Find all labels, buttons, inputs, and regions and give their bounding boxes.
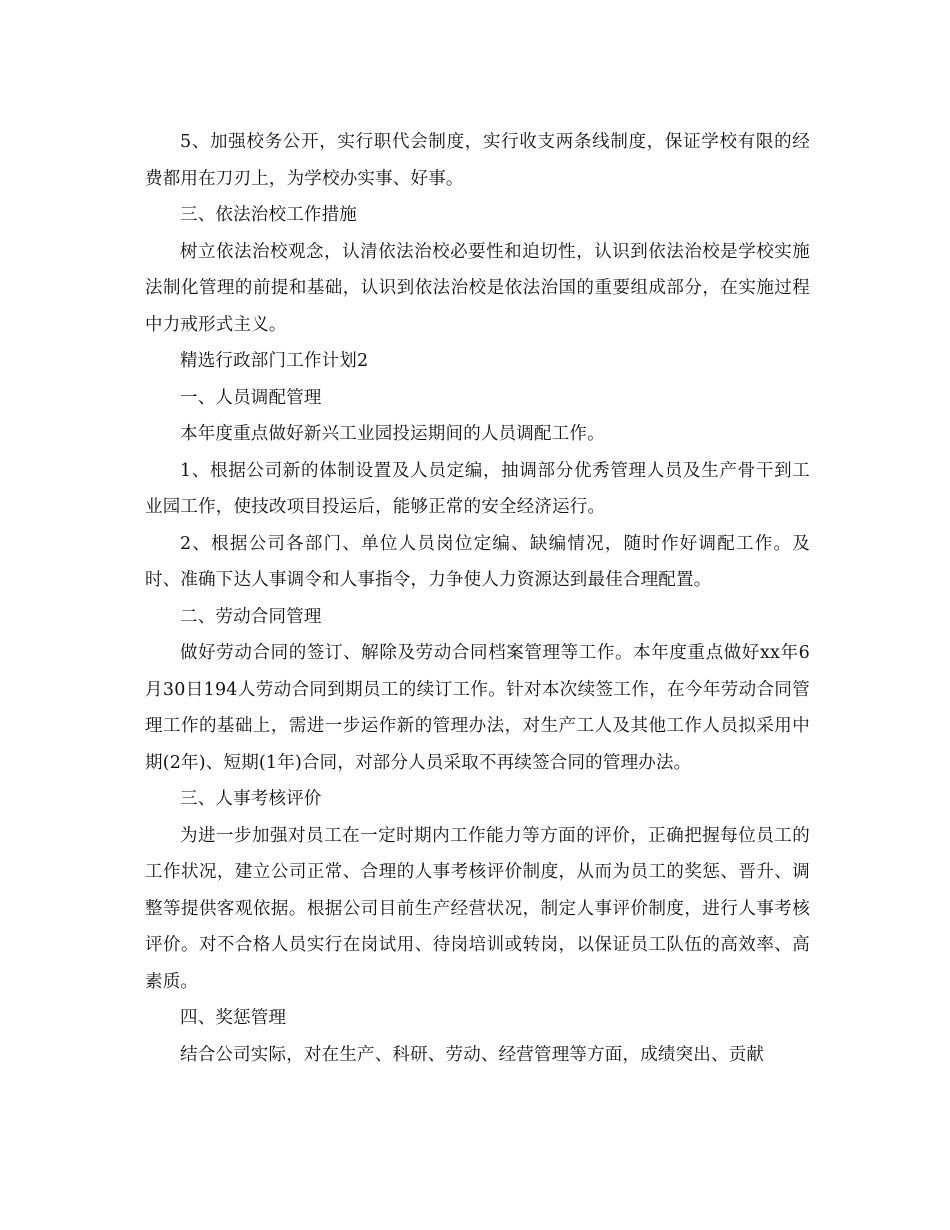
heading-labor-contract: 二、劳动合同管理 xyxy=(180,606,322,627)
paragraph-allocation-item-1: 1、根据公司新的体制设置及人员定编，抽调部分优秀管理人员及生产骨干到工业园工作，使技改项目投运后，能够正常的安全经济运行。 xyxy=(145,460,810,517)
document-body xyxy=(145,124,810,1073)
heading-rule-of-law-measures: 三、依法治校工作措施 xyxy=(180,205,357,225)
heading-staff-allocation: 一、人员调配管理 xyxy=(180,387,322,408)
paragraph-labor-contract: 做好劳动合同的签订、解除及劳动合同档案管理等工作。本年度重点做好xx年6月30日194人劳动合同到期员工的续订工作。针对本次续签工作，在今年劳动合同管理工作的基础上，需进一步运作新的管理办法，对生产工人及其他工作人员拟采用中期(2年)、短期(1年)合同，对部分人员采取不再续签合同的管理办法。 xyxy=(145,643,810,773)
section-title-plan-2: 精选行政部门工作计划2 xyxy=(180,351,369,371)
paragraph-allocation-item-2: 2、根据公司各部门、单位人员岗位定编、缺编情况，随时作好调配工作。及时、准确下达人事调令和人事指令，力争使人力资源达到最佳合理配置。 xyxy=(145,533,810,590)
paragraph-school-affairs: 5、加强校务公开，实行职代会制度，实行收支两条线制度，保证学校有限的经费都用在刀刃上，为学校办实事、好事。 xyxy=(145,132,810,189)
paragraph-personnel-evaluation: 为进一步加强对员工在一定时期内工作能力等方面的评价，正确把握每位员工的工作状况，建立公司正常、合理的人事考核评价制度，从而为员工的奖惩、晋升、调整等提供客观依据。根据公司目前生产经营状况，制定人事评价制度，进行人事考核评价。对不合格人员实行在岗试用、待岗培训或转岗，以保证员工队伍的高效率、高素质。 xyxy=(145,825,810,992)
paragraph-allocation-focus: 本年度重点做好新兴工业园投运期间的人员调配工作。 xyxy=(180,424,605,444)
heading-rewards-penalties: 四、奖惩管理 xyxy=(180,1008,287,1028)
heading-personnel-evaluation: 三、人事考核评价 xyxy=(180,789,322,809)
paragraph-rewards-penalties: 结合公司实际，对在生产、科研、劳动、经营管理等方面，成绩突出、贡献 xyxy=(180,1044,765,1065)
paragraph-rule-of-law: 树立依法治校观念，认清依法治校必要性和迫切性，认识到依法治校是学校实施法制化管理的前提和基础，认识到依法治校是依法治国的重要组成部分，在实施过程中力戒形式主义。 xyxy=(145,241,810,335)
